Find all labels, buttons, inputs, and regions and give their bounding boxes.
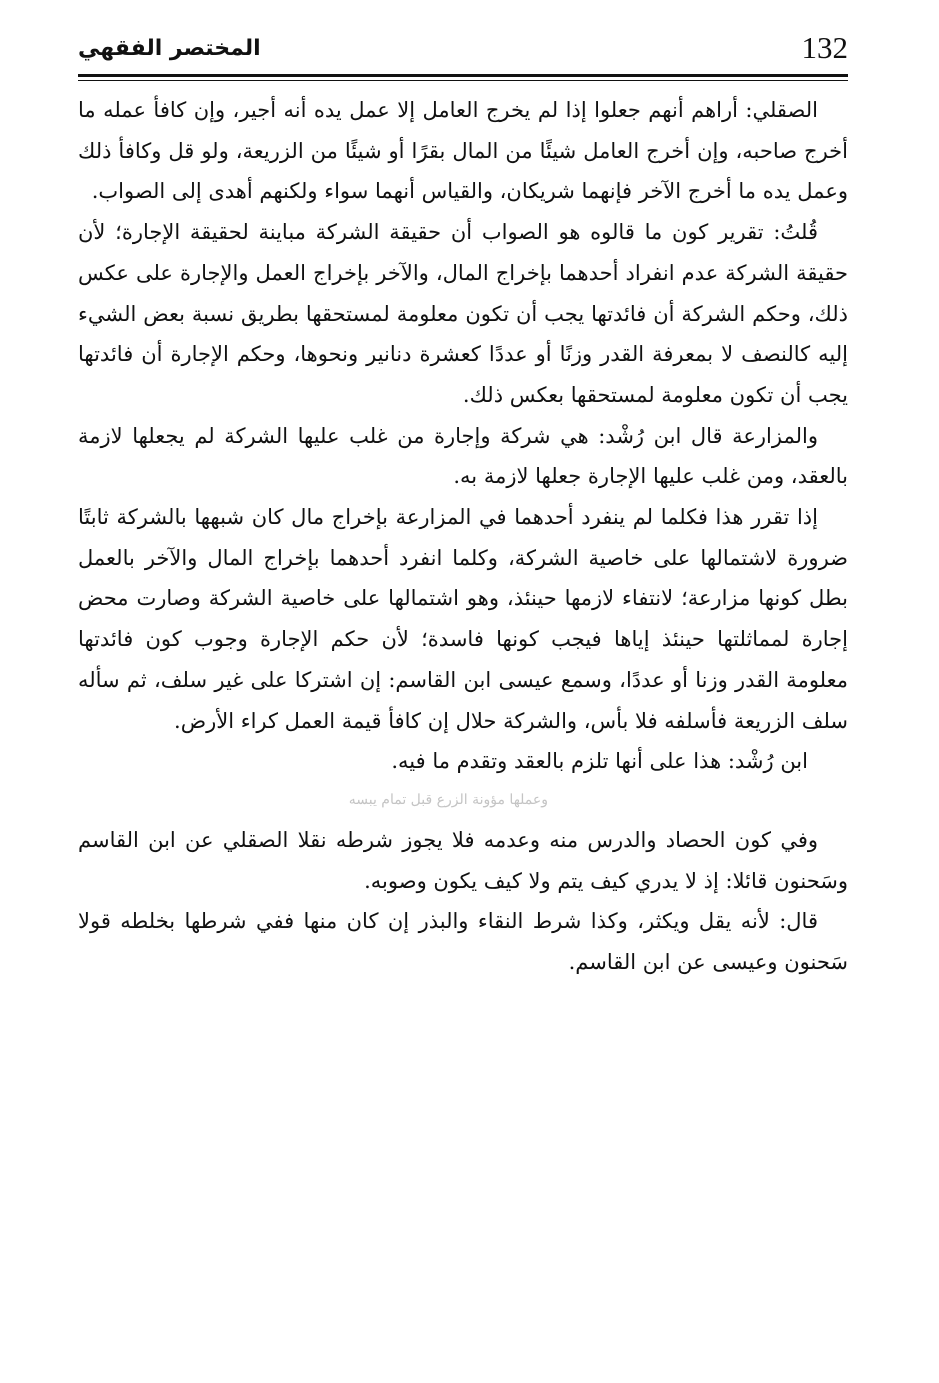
header-rule-thin: [78, 80, 848, 81]
book-title: المختصر الفقهي: [78, 36, 261, 61]
page-body: [78, 90, 848, 983]
faded-text-line: وعملها مؤونة الزرع قبل تمام يبسه: [348, 791, 548, 808]
header-rule-thick: [78, 74, 848, 77]
paragraph: ابن رُشْد: هذا على أنها تلزم بالعقد وتقدم ما فيه.: [391, 749, 808, 774]
paragraph: الصقلي: أراهم أنهم جعلوا إذا لم يخرج العامل إلا عمل يده أنه أجير، وإن كافأ عمله ما أخرج صاحبه، وإن أخرج العامل شيئًا من المال بقرًا أو شيئًا من الزريعة، ولو قل وكافأ ذلك وعمل يده ما أخرج الآخر فإنهما شريكان، والقياس أنهما سواء ولكنهم أهدى إلى الصواب.: [78, 98, 848, 204]
paragraph: إذا تقرر هذا فكلما لم ينفرد أحدهما في المزارعة بإخراج مال كان شبهها بالشركة ثابتًا ضرورة لاشتمالها على خاصية الشركة، وكلما انفرد أحدهما بإخراج المال والآخر بالعمل بطل كونها مزارعة؛ لانتفاء لازمها حينئذ، وهو اشتمالها على خاصية الشركة وصارت محض إجارة لمماثلتها حينئذ إياها فيجب كونها فاسدة؛ لأن حكم الإجارة وجوب كون فائدتها معلومة القدر وزنا أو عددًا، وسمع عيسى ابن القاسم: إن اشتركا على غير سلف، ثم سأله سلف الزريعة فأسلفه فلا بأس، والشركة حلال إن كافأ قيمة العمل كراء الأرض.: [78, 505, 848, 733]
paragraph: قال: لأنه يقل ويكثر، وكذا شرط النقاء والبذر إن كان منها ففي شرطها بخلطه قولا سَحنون وعيسى عن ابن القاسم.: [78, 909, 848, 975]
paragraph: قُلتُ: تقرير كون ما قالوه هو الصواب أن حقيقة الشركة مباينة لحقيقة الإجارة؛ لأن حقيقة الشركة عدم انفراد أحدهما بإخراج المال، والآخر بإخراج العمل والإجارة على عكس ذلك، وحكم الشركة أن فائدتها يجب أن تكون معلومة لمستحقها بطريق نسبة بعض الشيء إليه كالنصف لا بمعرفة القدر وزنًا أو عددًا كعشرة دنانير ونحوها، وحكم الإجارة أن فائدتها يجب أن تكون معلومة لمستحقها بعكس ذلك.: [78, 220, 848, 407]
page-number: 132: [801, 30, 848, 65]
paragraph: والمزارعة قال ابن رُشْد: هي شركة وإجارة من غلب عليها الشركة لم يجعلها لازمة بالعقد، ومن غلب عليها الإجارة جعلها لازمة به.: [78, 423, 848, 489]
page: [78, 28, 848, 983]
page-header: [78, 28, 848, 72]
paragraph: وفي كون الحصاد والدرس منه وعدمه فلا يجوز شرطه نقلا الصقلي عن ابن القاسم وسَحنون قائلا: إذ لا يدري كيف يتم ولا كيف يكون وصوبه.: [78, 827, 848, 893]
